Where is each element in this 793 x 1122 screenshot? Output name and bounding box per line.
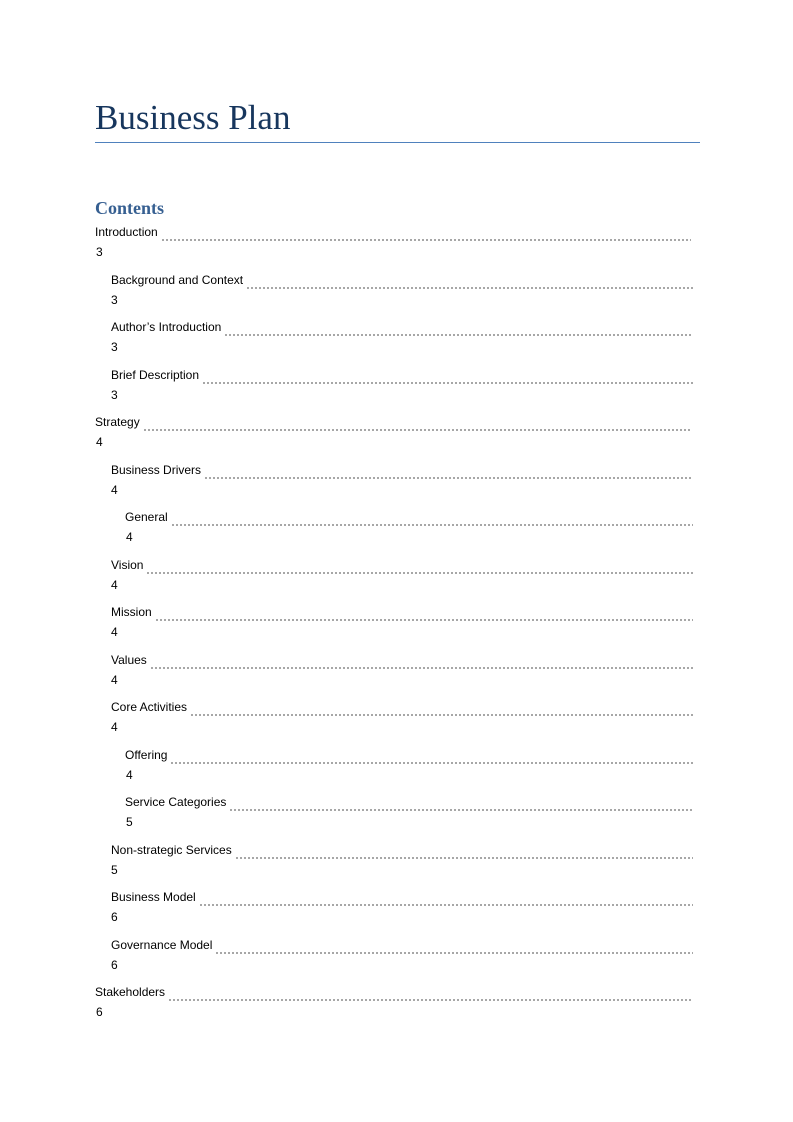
toc-entry-line [125, 792, 693, 812]
toc-entry-line [111, 697, 693, 717]
toc-entry-line [111, 840, 693, 860]
toc-entry-line [111, 887, 693, 907]
toc-page-number: 3 [111, 340, 118, 354]
toc-entry-label: Background and Context [111, 273, 244, 287]
toc-entry-line [125, 507, 693, 527]
toc-entry-line [95, 412, 691, 432]
toc-dot-leader [170, 749, 693, 765]
toc-entry-line [111, 602, 693, 622]
toc-dot-leader [155, 606, 693, 622]
toc-page-number: 3 [96, 245, 103, 259]
toc-entry-line [111, 935, 693, 955]
toc-entry-label: Governance Model [111, 938, 213, 952]
toc-entry-label: Non-strategic Services [111, 843, 232, 857]
toc-page-number: 4 [111, 578, 118, 592]
toc-entry-line [111, 317, 693, 337]
title-underline [95, 142, 700, 143]
toc-entry[interactable] [0, 935, 793, 975]
toc-page-number: 6 [96, 1005, 103, 1019]
toc-entry[interactable] [0, 982, 793, 1022]
toc-entry-label: General [125, 510, 168, 524]
toc-entry-label: Introduction [95, 225, 158, 239]
toc-page-number: 4 [111, 483, 118, 497]
toc-page-number: 4 [96, 435, 103, 449]
toc-page-number: 4 [126, 530, 133, 544]
toc-entry[interactable] [0, 745, 793, 785]
toc-entry-label: Mission [111, 605, 152, 619]
toc-entry-label: Business Model [111, 890, 196, 904]
toc-dot-leader [202, 369, 693, 385]
toc-page-number: 3 [111, 388, 118, 402]
toc-entry-label: Vision [111, 558, 144, 572]
toc-entry-label: Offering [125, 748, 168, 762]
toc-entry-line [111, 270, 693, 290]
toc-page-number: 4 [111, 673, 118, 687]
toc-entry-line [95, 222, 691, 242]
toc-entry-label: Values [111, 653, 147, 667]
toc-entry[interactable] [0, 222, 793, 262]
toc-dot-leader [224, 321, 693, 337]
toc-entry[interactable] [0, 365, 793, 405]
toc-page-number: 4 [126, 768, 133, 782]
toc-page-number: 4 [111, 720, 118, 734]
toc-entry-label: Author’s Introduction [111, 320, 222, 334]
toc-dot-leader [229, 796, 693, 812]
toc-entry[interactable] [0, 412, 793, 452]
toc-dot-leader [171, 511, 693, 527]
toc-entry[interactable] [0, 270, 793, 310]
toc-page-number: 5 [111, 863, 118, 877]
toc-entry[interactable] [0, 555, 793, 595]
toc-dot-leader [168, 986, 691, 1002]
toc-entry[interactable] [0, 887, 793, 927]
toc-entry[interactable] [0, 602, 793, 642]
toc-page-number: 4 [111, 625, 118, 639]
toc-entry[interactable] [0, 697, 793, 737]
toc-entry-line [111, 365, 693, 385]
toc-entry-label: Strategy [95, 415, 140, 429]
toc-page-number: 5 [126, 815, 133, 829]
toc-entry-line [125, 745, 693, 765]
toc-dot-leader [190, 701, 693, 717]
toc-entry-line [95, 982, 691, 1002]
toc-entry-label: Service Categories [125, 795, 227, 809]
toc-entry-line [111, 650, 693, 670]
toc-dot-leader [215, 939, 693, 955]
toc-dot-leader [143, 416, 691, 432]
toc-entry-label: Stakeholders [95, 985, 166, 999]
toc-entry[interactable] [0, 792, 793, 832]
toc-page-number: 3 [111, 293, 118, 307]
toc-entry[interactable] [0, 507, 793, 547]
toc-dot-leader [146, 559, 693, 575]
toc-dot-leader [161, 226, 691, 242]
toc-page-number: 6 [111, 910, 118, 924]
toc-entry-label: Brief Description [111, 368, 200, 382]
contents-heading: Contents [95, 198, 165, 218]
toc-dot-leader [246, 274, 693, 290]
toc-page-number: 6 [111, 958, 118, 972]
toc-dot-leader [150, 654, 693, 670]
toc-dot-leader [235, 844, 693, 860]
toc-dot-leader [204, 464, 693, 480]
toc-entry[interactable] [0, 460, 793, 500]
toc-entry[interactable] [0, 317, 793, 357]
toc-entry[interactable] [0, 650, 793, 690]
toc-entry-label: Business Drivers [111, 463, 202, 477]
document-title: Business Plan [95, 98, 291, 137]
toc-entry-line [111, 460, 693, 480]
toc-entry[interactable] [0, 840, 793, 880]
toc-entry-line [111, 555, 693, 575]
toc-dot-leader [199, 891, 693, 907]
toc-entry-label: Core Activities [111, 700, 188, 714]
